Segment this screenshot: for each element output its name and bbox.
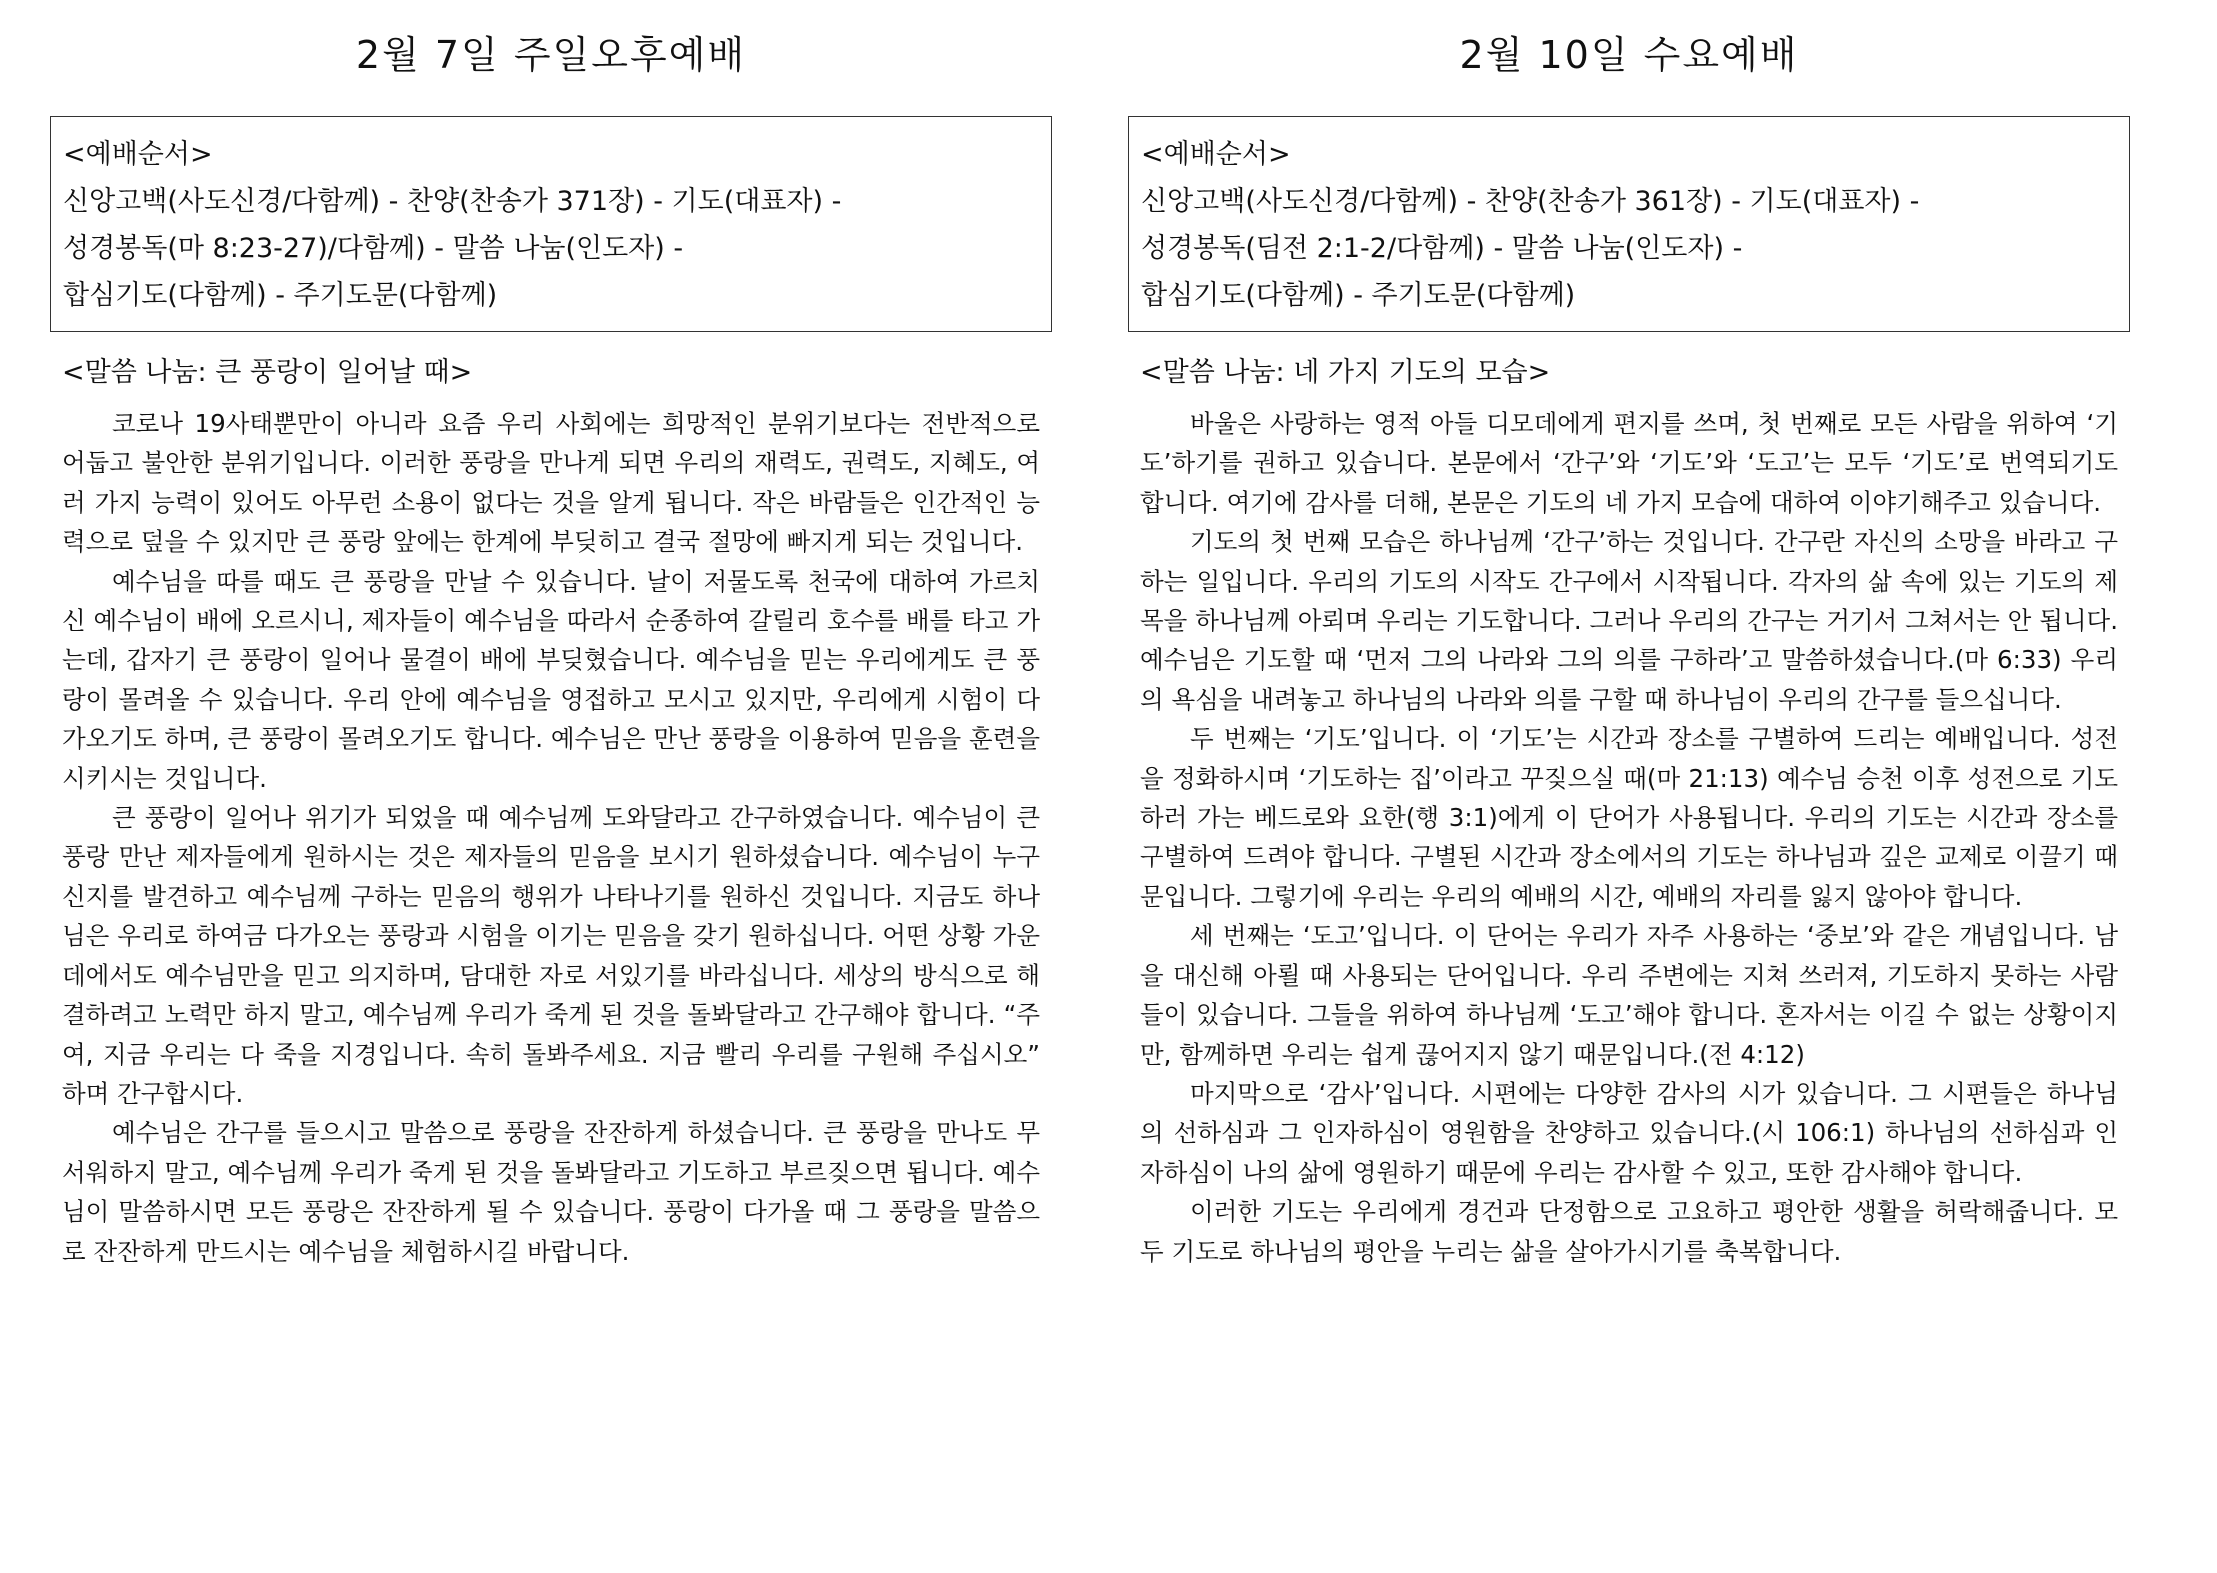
page-title-right: 2월 10일 수요예배 [1459,33,1799,77]
worship-order-heading: <예배순서> [63,139,213,170]
sermon-paragraph: 큰 풍랑이 일어나 위기가 되었을 때 예수님께 도와달라고 간구하였습니다. 예수님이 큰 풍랑 만난 제자들에게 원하시는 것은 제자들의 믿음을 보시기 원하셨습니다. 예수님이 누구신지를 발견하고 예수님께 구하는 믿음의 행위가 나타나기를 원하신 것입니다. 지금도 하나님은 우리로 하여금 다가오는 풍랑과 시험을 이기는 믿음을 갖기 원하십니다. 어떤 상황 가운데에서도 예수님만을 믿고 의지하며, 담대한 자로 서있기를 바라십니다. 세상의 방식으로 해결하려고 노력만 하지 말고, 예수님께 우리가 죽게 된 것을 돌봐달라고 간구해야 합니다. “주여, 지금 우리는 다 죽을 지경입니다. 속히 돌봐주세요. 지금 빨리 우리를 구원해 주십시오” 하며 간구합시다. [62,803,1040,1108]
worship-order-line: 성경봉독(딤전 2:1-2/다함께) - 말씀 나눔(인도자) - [1141,233,1743,264]
sermon-paragraph: 이러한 기도는 우리에게 경건과 단정함으로 고요하고 평안한 생활을 허락해줍니다. 모두 기도로 하나님의 평안을 누리는 삶을 살아가시기를 축복합니다. [1140,1197,2118,1266]
worship-order-box-left [50,116,1052,332]
worship-order-line: 성경봉독(마 8:23-27)/다함께) - 말씀 나눔(인도자) - [63,233,684,264]
sermon-paragraph: 기도의 첫 번째 모습은 하나님께 ‘간구’하는 것입니다. 간구란 자신의 소망을 바라고 구하는 일입니다. 우리의 기도의 시작도 간구에서 시작됩니다. 각자의 삶 속에 있는 기도의 제목을 하나님께 아뢰며 우리는 기도합니다. 그러나 우리의 간구는 거기서 그쳐서는 안 됩니다. 예수님은 기도할 때 ‘먼저 그의 나라와 그의 의를 구하라’고 말씀하셨습니다.(마 6:33) 우리의 욕심을 내려놓고 하나님의 나라와 의를 구할 때 하나님이 우리의 간구를 들으십니다. [1140,527,2118,714]
sermon-paragraph: 예수님은 간구를 들으시고 말씀으로 풍랑을 잔잔하게 하셨습니다. 큰 풍랑을 만나도 무서워하지 말고, 예수님께 우리가 죽게 된 것을 돌봐달라고 기도하고 부르짖으면 됩니다. 예수님이 말씀하시면 모든 풍랑은 잔잔하게 될 수 있습니다. 풍랑이 다가올 때 그 풍랑을 말씀으로 잔잔하게 만드시는 예수님을 체험하시길 바랍니다. [62,1118,1040,1266]
page-title-left: 2월 7일 주일오후예배 [355,33,747,77]
sermon-body-left [62,404,1040,1271]
sermon-title-left: <말씀 나눔: 큰 풍랑이 일어날 때> [62,357,473,388]
worship-order-line: 합심기도(다함께) - 주기도문(다함께) [1141,280,1576,311]
sermon-title-right: <말씀 나눔: 네 가지 기도의 모습> [1140,357,1551,388]
worship-order-line: 합심기도(다함께) - 주기도문(다함께) [63,280,498,311]
sermon-body-right [1140,404,2118,1271]
sermon-paragraph: 예수님을 따를 때도 큰 풍랑을 만날 수 있습니다. 날이 저물도록 천국에 대하여 가르치신 예수님이 배에 오르시니, 제자들이 예수님을 따라서 순종하여 갈릴리 호수를 배를 타고 가는데, 갑자기 큰 풍랑이 일어나 물결이 배에 부딪혔습니다. 예수님을 믿는 우리에게도 큰 풍랑이 몰려올 수 있습니다. 우리 안에 예수님을 영접하고 모시고 있지만, 우리에게 시험이 다가오기도 하며, 큰 풍랑이 몰려오기도 합니다. 예수님은 만난 풍랑을 이용하여 믿음을 훈련을 시키시는 것입니다. [62,566,1040,793]
sermon-paragraph: 바울은 사랑하는 영적 아들 디모데에게 편지를 쓰며, 첫 번째로 모든 사람을 위하여 ‘기도’하기를 권하고 있습니다. 본문에서 ‘간구’와 ‘기도’와 ‘도고’는 모두 ‘기도’로 번역되기도 합니다. 여기에 감사를 더해, 본문은 기도의 네 가지 모습에 대하여 이야기해주고 있습니다. [1140,409,2118,517]
worship-order-line: 신앙고백(사도신경/다함께) - 찬양(찬송가 361장) - 기도(대표자) - [1141,186,1920,217]
sermon-paragraph: 마지막으로 ‘감사’입니다. 시편에는 다양한 감사의 시가 있습니다. 그 시편들은 하나님의 선하심과 그 인자하심이 영원함을 찬양하고 있습니다.(시 106:1) 하나님의 선하심과 인자하심이 나의 삶에 영원하기 때문에 우리는 감사할 수 있고, 또한 감사해야 합니다. [1140,1078,2118,1187]
sermon-paragraph: 세 번째는 ‘도고’입니다. 이 단어는 우리가 자주 사용하는 ‘중보’와 같은 개념입니다. 남을 대신해 아뢸 때 사용되는 단어입니다. 우리 주변에는 지쳐 쓰러져, 기도하지 못하는 사람들이 있습니다. 그들을 위하여 하나님께 ‘도고’해야 합니다. 혼자서는 이길 수 없는 상황이지만, 함께하면 우리는 쉽게 끊어지지 않기 때문입니다.(전 4:12) [1140,921,2118,1069]
sermon-paragraph: 코로나 19사태뿐만이 아니라 요즘 우리 사회에는 희망적인 분위기보다는 전반적으로 어둡고 불안한 분위기입니다. 이러한 풍랑을 만나게 되면 우리의 재력도, 권력도, 지혜도, 여러 가지 능력이 있어도 아무런 소용이 없다는 것을 알게 됩니다. 작은 바람들은 인간적인 능력으로 덮을 수 있지만 큰 풍랑 앞에는 한계에 부딪히고 결국 절망에 빠지게 되는 것입니다. [62,409,1040,557]
worship-order-box-right [1128,116,2130,332]
worship-order-line: 신앙고백(사도신경/다함께) - 찬양(찬송가 371장) - 기도(대표자) - [63,186,842,217]
sermon-paragraph: 두 번째는 ‘기도’입니다. 이 ‘기도’는 시간과 장소를 구별하여 드리는 예배입니다. 성전을 정화하시며 ‘기도하는 집’이라고 꾸짖으실 때(마 21:13) 예수님 승천 이후 성전으로 기도하러 가는 베드로와 요한(행 3:1)에게 이 단어가 사용됩니다. 우리의 기도는 시간과 장소를 구별하여 드려야 합니다. 구별된 시간과 장소에서의 기도는 하나님과 깊은 교제로 이끌기 때문입니다. 그렇기에 우리는 우리의 예배의 시간, 예배의 자리를 잃지 않아야 합니다. [1140,724,2118,911]
worship-order-heading: <예배순서> [1141,139,1291,170]
